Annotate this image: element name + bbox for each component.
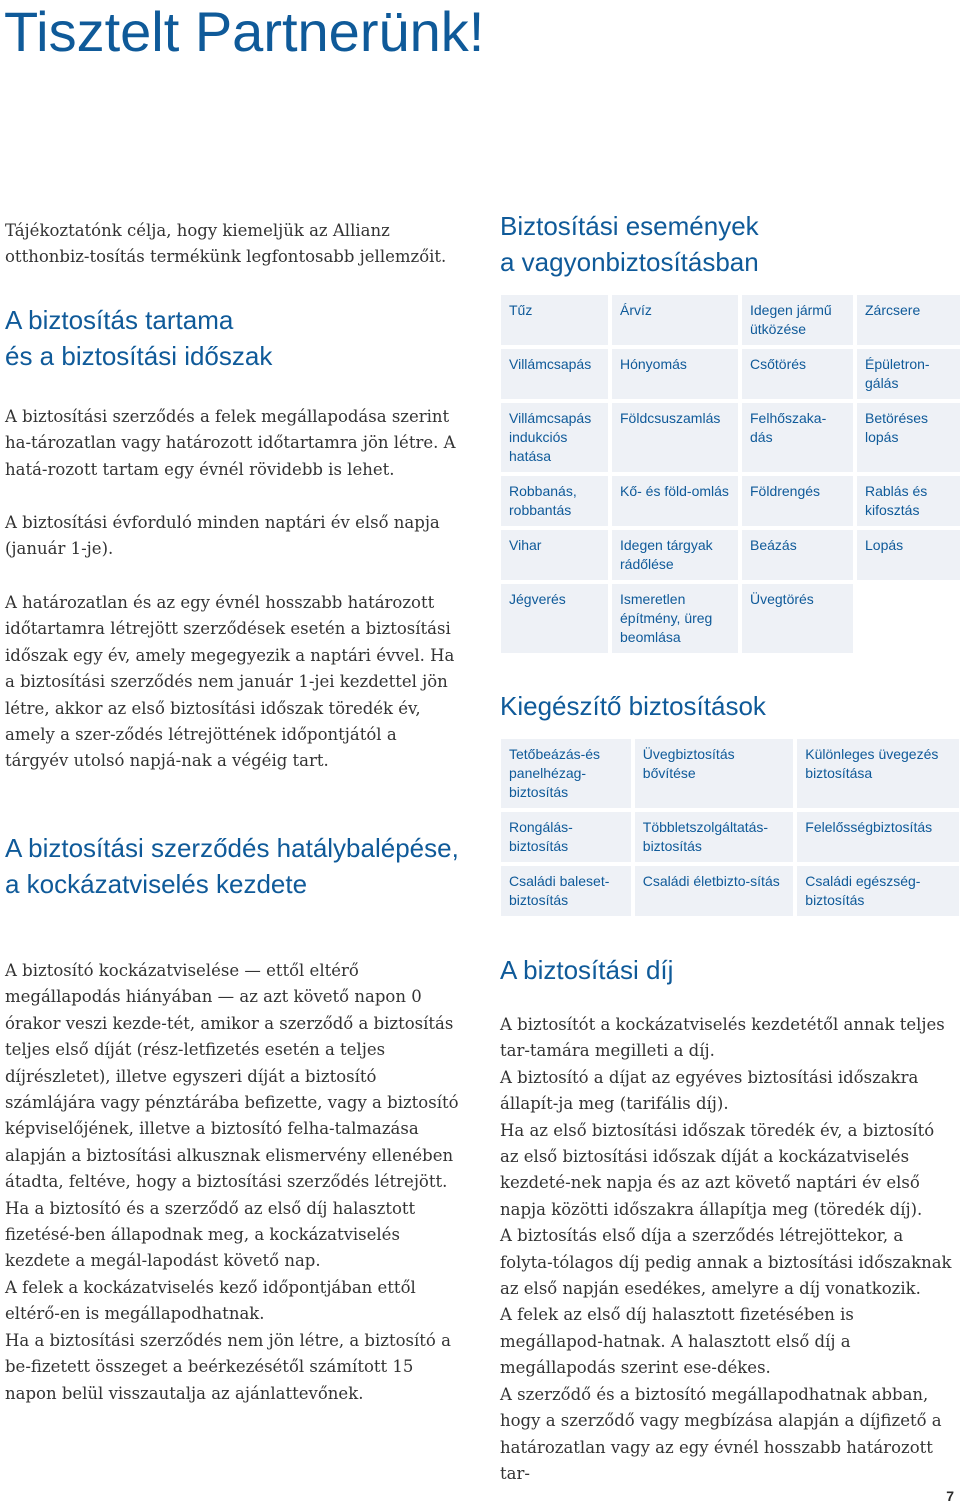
table-cell: Felelősségbiztosítás [797,812,959,862]
table-row [501,476,960,526]
paragraph: A biztosítás első díja a szerződés létrejöttekor, a folyta-tólagos díj pedig annak a biztosítási időszaknak az első napján esedékes, amelyre a díj vonatkozik. [500,1226,952,1299]
table-cell: Zárcsere [857,295,960,345]
paragraph: Ha a biztosítási szerződés nem jön létre, a biztosító a be-fizetett összeget a beérkezésétől számított 15 napon belül visszautalja az ajánlattevőnek. [5,1330,451,1403]
table-row [501,866,959,916]
paragraph: A szerződő és a biztosító megállapodhatnak abban, hogy a szerződő vagy megbízása alapján a díjfizető a határozatlan vagy az egy évnél hosszabb határozott tar- [500,1384,942,1483]
paragraph: A biztosító kockázatviselése — ettől eltérő megállapodás hiányában — az azt követő napon 0 órakor veszi kezde-tét, amikor a szerződő a biztosítás teljes első díját (rész-letfizetés esetén a teljes díjrészletet), illetve egyszeri díját a biztosító számlájára vagy pénztárába befizette, vagy a biztosító képviselőjének, illetve a biztosító felha-talmazása alapján a biztosítási alkusznak elismervény ellenében átadta, feltéve, hogy a biztosítási szerződés létrejött. [5,961,459,1192]
table-cell: Üvegtörés [742,584,853,653]
table-row [501,812,959,862]
table-cell: Épületron-gálás [857,349,960,399]
table-cell: Betöréses lopás [857,403,960,472]
table-cell: Villámcsapás [501,349,608,399]
table-cell: Üvegbiztosítás bővítése [635,739,794,808]
table-row [501,295,960,345]
fee-heading: A biztosítási díj [500,955,674,985]
table-cell-empty [857,584,960,653]
paragraph: Ha a biztosító és a szerződő az első díj halasztott fizetésé-ben állapodnak meg, a kockázatviselés kezdete a megál-lapodást követő nap. [5,1198,416,1271]
table-cell: Rongálás-biztosítás [501,812,631,862]
table-row [501,739,959,808]
table-cell: Különleges üvegezés biztosítása [797,739,959,808]
events-heading: Biztosítási események a vagyonbiztosításban [500,211,759,277]
table-cell: Villámcsapás indukciós hatása [501,403,608,472]
table-cell: Tetőbeázás-és panelhézag-biztosítás [501,739,631,808]
table-cell: Árvíz [612,295,738,345]
section-hatalybalepes-heading: A biztosítási szerződés hatálybalépése, a kockázatviselés kezdete [5,833,459,899]
page-title: Tisztelt Partnerünk! [4,0,485,63]
table-cell: Földcsuszamlás [612,403,738,472]
table-cell: Tűz [501,295,608,345]
paragraph: A felek a kockázatviselés kező időpontjában ettől eltérő-en is megállapodhatnak. [5,1277,416,1324]
supplementary-heading: Kiegészítő biztosítások [500,691,766,721]
table-cell: Idegen tárgyak rádőlése [612,530,738,580]
supplementary-table [497,735,960,920]
table-cell: Beázás [742,530,853,580]
intro-text: Tájékoztatónk célja, hogy kiemeljük az Allianz otthonbiz-tosítás termékünk legfontosabb jellemzőit. [5,221,447,267]
table-cell: Jégverés [501,584,608,653]
table-cell: Többletszolgáltatás-biztosítás [635,812,794,862]
table-cell: Családi életbizto-sítás [635,866,794,916]
paragraph: A felek az első díj halasztott fizetésében is megállapod-hatnak. A halasztott első díj a megállapodás szerint ese-dékes. [500,1305,854,1378]
table-cell: Ismeretlen építmény, üreg beomlása [612,584,738,653]
table-row [501,530,960,580]
events-table [497,291,960,657]
table-cell: Családi baleset-biztosítás [501,866,631,916]
table-cell: Családi egészség-biztosítás [797,866,959,916]
paragraph: Ha az első biztosítási időszak töredék év, a biztosító az első biztosítási időszak díját a kockázatviselés kezdeté-nek napja és az azt követő naptári év első napja közötti időszakra állapítja meg (töredék díj). [500,1120,935,1219]
fee-text [500,1012,954,1487]
table-cell: Idegen jármű ütközése [742,295,853,345]
table-cell: Vihar [501,530,608,580]
table-row [501,584,960,653]
paragraph: A biztosító a díjat az egyéves biztosítási időszakra állapít-ja meg (tarifális díj). [500,1067,919,1114]
table-cell: Kő- és föld-omlás [612,476,738,526]
section-tartam-heading: A biztosítás tartama és a biztosítási időszak [5,305,273,371]
section-tartam-p2: A biztosítási évforduló minden naptári év első napja (január 1-je). [5,513,440,559]
table-cell: Rablás és kifosztás [857,476,960,526]
section-hatalybalepes-text [5,958,461,1407]
section-tartam-p1: A biztosítási szerződés a felek megállapodása szerint ha-tározatlan vagy határozott időtartamra jön létre. A hatá-rozott tartam egy évnél rövidebb is lehet. [5,407,456,479]
table-cell: Felhőszaka-dás [742,403,853,472]
table-cell: Hónyomás [612,349,738,399]
table-cell: Lopás [857,530,960,580]
section-tartam-p3: A határozatlan és az egy évnél hosszabb határozott időtartamra létrejött szerződések esetén a biztosítási időszak egy év, amely megegyezik a naptári évvel. Ha a biztosítási szerződés nem január 1-jei kezdettel jön létre, akkor az első biztosítási időszak töredék év, amely a szer-ződés létrejöttének időpontjától a tárgyév utolsó napjá-nak a végéig tart. [5,593,455,771]
paragraph: A biztosítót a kockázatviselés kezdetétől annak teljes tar-tamára megilleti a díj. [500,1015,945,1061]
table-cell: Csőtörés [742,349,853,399]
page-number: 7 [946,1488,954,1504]
table-cell: Robbanás, robbantás [501,476,608,526]
table-cell: Földrengés [742,476,853,526]
table-row [501,403,960,472]
table-row [501,349,960,399]
